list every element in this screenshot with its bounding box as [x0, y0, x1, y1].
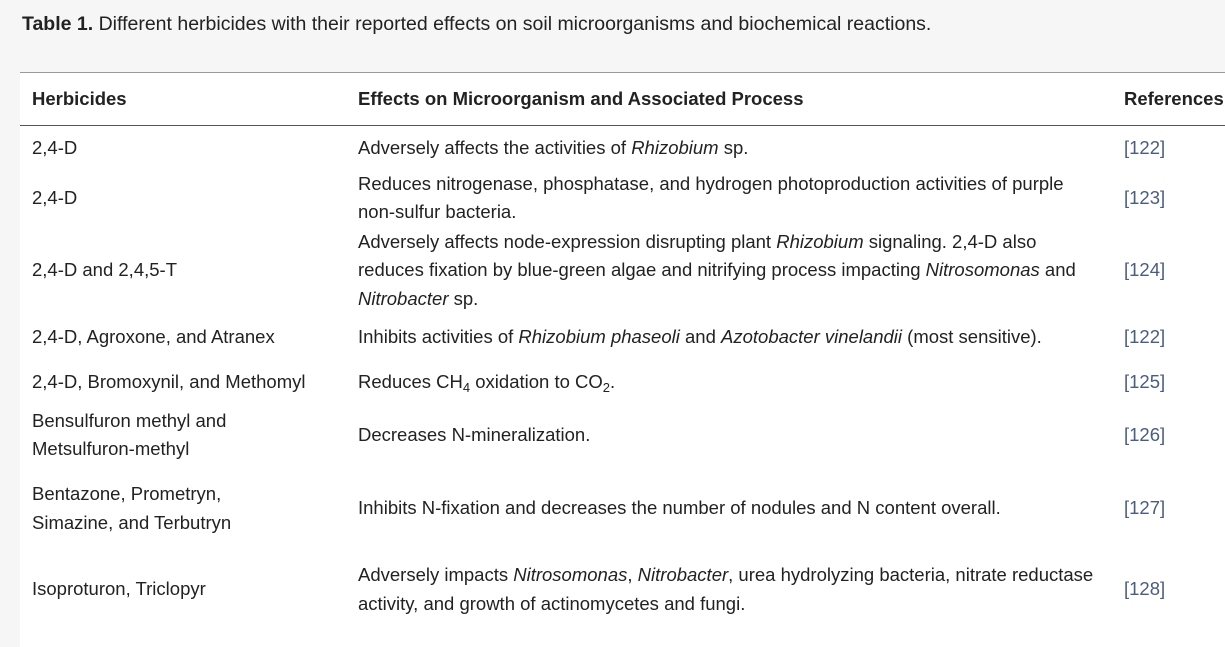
herbicide-cell: 2,4-D, Bromoxynil, and Methomyl — [32, 371, 306, 393]
herbicide-cell: 2,4-D — [32, 136, 78, 158]
reference-link[interactable]: 123 — [1129, 186, 1161, 208]
table-row — [20, 405, 1225, 466]
effect-cell: Decreases N-mineralization. — [358, 423, 591, 445]
effect-cell: Inhibits N-fixation and decreases the number of nodules and N content overall. — [358, 497, 1001, 519]
effect-cell: Adversely impacts Nitrosomonas, Nitrobacter, urea hydrolyzing bacteria, nitrate reductase activity, and growth of actinomycetes and fungi. — [358, 564, 1094, 614]
table-caption — [22, 12, 931, 36]
effect-cell: Adversely affects the activities of Rhizobium sp. — [358, 136, 749, 158]
table-row — [20, 170, 1225, 227]
reference-cell: [124] — [1124, 259, 1166, 281]
herbicide-cell: Isoproturon, Triclopyr — [32, 578, 206, 600]
effect-cell: Reduces nitrogenase, phosphatase, and hydrogen photoproduction activities of purple non-sulfur bacteria. — [358, 172, 1064, 222]
reference-cell: [126] — [1124, 423, 1166, 445]
herbicide-cell: 2,4-D — [32, 186, 78, 208]
reference-cell: [125] — [1124, 371, 1166, 393]
reference-link[interactable]: 127 — [1129, 497, 1161, 519]
reference-link[interactable]: 126 — [1129, 423, 1161, 445]
reference-link[interactable]: 122 — [1129, 326, 1161, 348]
herbicide-cell: Bentazone, Prometryn, Simazine, and Terbutryn — [32, 483, 232, 533]
reference-cell: [122] — [1124, 326, 1166, 348]
caption-text: Different herbicides with their reported effects on soil microorganisms and biochemical reactions. — [93, 13, 932, 35]
table-body — [20, 126, 1225, 628]
table-row — [20, 466, 1225, 552]
reference-cell: [122] — [1124, 136, 1166, 158]
herbicide-table — [20, 73, 1225, 628]
table-label: Table 1. — [22, 13, 94, 35]
herbicide-cell: 2,4-D, Agroxone, and Atranex — [32, 326, 275, 348]
table-row — [20, 227, 1225, 315]
reference-link[interactable]: 124 — [1129, 259, 1161, 281]
reference-link[interactable]: 122 — [1129, 136, 1161, 158]
herbicide-cell: Bensulfuron methyl and Metsulfuron-methyl — [32, 409, 227, 459]
reference-link[interactable]: 128 — [1129, 578, 1161, 600]
effect-cell: Adversely affects node-expression disrupting plant Rhizobium signaling. 2,4-D also reduces fixation by blue-green algae and nitrifying process impacting Nitrosomonas and Nitrobacter sp. — [358, 230, 1076, 309]
reference-cell: [128] — [1124, 578, 1166, 600]
table-container — [20, 72, 1225, 647]
table-row — [20, 552, 1225, 628]
effect-cell: Reduces $CH_4$ oxidation to $CO_2$. — [358, 371, 616, 396]
header-herbicides: Herbicides — [20, 73, 346, 126]
header-references: References — [1112, 73, 1225, 126]
reference-cell: [123] — [1124, 186, 1166, 208]
effect-cell: Inhibits activities of Rhizobium phaseoli and Azotobacter vinelandii (most sensitive). — [358, 326, 1042, 348]
table-header-row — [20, 73, 1225, 126]
header-effects: Effects on Microorganism and Associated Process — [346, 73, 1112, 126]
table-row — [20, 315, 1225, 361]
reference-cell: [127] — [1124, 497, 1166, 519]
herbicide-cell: 2,4-D and 2,4,5-T — [32, 259, 177, 281]
reference-link[interactable]: 125 — [1129, 371, 1161, 393]
table-row — [20, 361, 1225, 405]
table-row — [20, 126, 1225, 170]
